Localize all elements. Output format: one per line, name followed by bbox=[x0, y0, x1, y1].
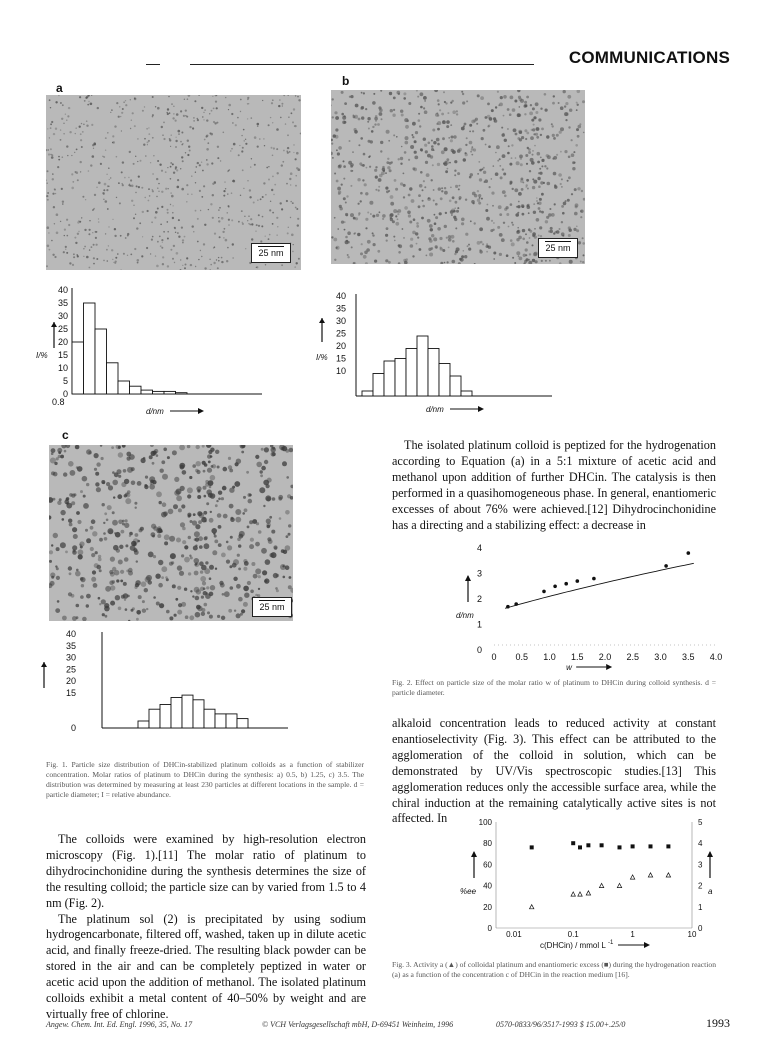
ee-point bbox=[586, 843, 590, 847]
x-tick-label: 2.5 bbox=[626, 652, 640, 662]
y-tick-label: 30 bbox=[335, 316, 346, 326]
y2-axis-label: a bbox=[708, 887, 713, 896]
histogram-bar bbox=[72, 342, 84, 394]
left-body-text bbox=[46, 832, 366, 1023]
y-tick-label: 0 bbox=[487, 924, 492, 933]
histogram-a bbox=[32, 282, 272, 414]
histogram-bar bbox=[461, 391, 472, 396]
x-axis-label: d/nm bbox=[146, 407, 164, 414]
x-axis-arrow-head bbox=[478, 406, 484, 412]
section-title: COMMUNICATIONS bbox=[568, 48, 730, 67]
histogram-bar bbox=[204, 709, 215, 728]
histogram-b bbox=[316, 284, 556, 414]
histogram-bar bbox=[215, 714, 226, 728]
x-tick-label: 3.0 bbox=[654, 652, 667, 662]
x-tick-label: 0.5 bbox=[515, 652, 529, 662]
panel-letter-a: a bbox=[56, 81, 63, 95]
y-tick-label: 2 bbox=[476, 594, 482, 604]
right-body-text-2: alkaloid concentration leads to reduced activity at constant enantioselectivity (Fig. 3). This effect can be attributed to the agglomeration of the colloid in solution, which can be demonstrated by UV/Vis spectroscopic studies.[13] This agglomeration reduces only the accessible surface area, while the chiral induction at the remaining catalytically active sites is not affected. In bbox=[392, 716, 716, 826]
y-tick-label: 4 bbox=[476, 543, 482, 553]
page-number: 1993 bbox=[706, 1016, 730, 1030]
data-point bbox=[553, 585, 557, 589]
histogram-bar bbox=[237, 719, 248, 728]
histogram-bar bbox=[164, 391, 176, 394]
y-axis-arrow-head bbox=[41, 662, 47, 667]
y-tick-label: 10 bbox=[57, 363, 68, 373]
x-tick-label: 1 bbox=[630, 930, 635, 939]
histogram-bar bbox=[226, 714, 237, 728]
histogram-c bbox=[32, 624, 292, 734]
y-tick-label: 25 bbox=[335, 328, 346, 339]
y-tick-label: 15 bbox=[65, 687, 76, 698]
y2-tick-label: 2 bbox=[698, 881, 703, 891]
y-tick-label: 30 bbox=[65, 652, 76, 663]
y-tick-label: 40 bbox=[335, 291, 346, 301]
activity-point bbox=[571, 892, 575, 896]
x-tick-label: 0.1 bbox=[567, 930, 579, 939]
histogram-bar bbox=[95, 329, 107, 394]
histogram-bar bbox=[176, 393, 188, 394]
data-point bbox=[506, 605, 510, 609]
y-tick-label: 80 bbox=[483, 839, 492, 849]
panel-letter-c: c bbox=[62, 428, 69, 442]
histogram-bar bbox=[406, 349, 417, 397]
x-tick-label: 2.0 bbox=[598, 652, 612, 662]
data-point bbox=[576, 579, 580, 583]
histogram-bar bbox=[428, 349, 439, 397]
y-axis-arrow-head bbox=[51, 322, 57, 327]
panel-letter-b: b bbox=[342, 74, 350, 88]
activity-point bbox=[666, 873, 670, 877]
ee-point bbox=[666, 844, 670, 848]
y-tick-label: 35 bbox=[335, 303, 346, 314]
header-rule bbox=[190, 64, 534, 65]
histogram-bar bbox=[153, 391, 165, 394]
left-paragraph-2: The platinum sol (2) is precipitated by using sodium hydrogencarbonate, filtered off, washed, taken up in dilute acetic acid, and finally freeze-dried. The resulting black powder can be stored in the air and can be completely peptized in water or acetic acid upon the addition of methanol. The isolated platinum colloids exhibit a metal content of 40–50% by weight and are virtually free of chlorine. bbox=[46, 911, 366, 1021]
y-tick-label: 60 bbox=[483, 860, 492, 870]
scale-bar-b: 25 nm bbox=[538, 238, 578, 258]
y2-tick-label: 0 bbox=[698, 924, 703, 933]
fig3-caption: Fig. 3. Activity a (▲) of colloidal platinum and enantiomeric excess (■) during the hydrogenation reaction (a) as a function of the concentration c of DHCin in the reaction medium [16]. bbox=[392, 960, 716, 979]
histogram-bar bbox=[138, 721, 149, 728]
x-axis-arrow-head bbox=[606, 664, 612, 670]
x-tick-label: 0.8 bbox=[52, 397, 65, 407]
micrograph-c bbox=[49, 445, 293, 621]
y-tick-label: 25 bbox=[65, 664, 76, 675]
x-tick-label: 4.0 bbox=[709, 652, 723, 662]
left-paragraph-1: The colloids were examined by high-resolution electron microscopy (Fig. 1).[11] The molar ratio of platinum to dihydrocinchonidine during the synthesis determines the size of the resulting colloid; the particle size can by varied from 1.5 to 4 nm (Fig. 2). bbox=[46, 832, 366, 910]
y-tick-label: 15 bbox=[57, 350, 68, 360]
fig1-caption: Fig. 1. Particle size distribution of DHCin-stabilized platinum colloids as a function of stabilizer concentration. Molar ratios of platinum to DHCin during the synthesis: a) 0.5, b) 1.25, c) 3.5. The distribution was determined by measuring at least 230 particles at different locations in the sample. d = particle diameter; I = relative abundance. bbox=[46, 760, 364, 799]
ee-point bbox=[600, 843, 604, 847]
histogram-bar bbox=[149, 709, 160, 728]
ee-point bbox=[578, 845, 582, 849]
y2-tick-label: 1 bbox=[698, 902, 703, 912]
data-point bbox=[687, 551, 691, 555]
y-tick-label: 40 bbox=[483, 881, 492, 891]
y-tick-label: 5 bbox=[62, 376, 68, 386]
y-axis-label: I/% bbox=[316, 353, 328, 362]
y-tick-label: 1 bbox=[476, 619, 482, 630]
histogram-bar bbox=[439, 364, 450, 397]
y-tick-label: 20 bbox=[65, 676, 76, 686]
data-point bbox=[564, 582, 568, 586]
scale-bar-a: 25 nm bbox=[251, 243, 291, 263]
data-point bbox=[542, 590, 546, 594]
histogram-bar bbox=[384, 361, 395, 396]
footer-journal: Angew. Chem. Int. Ed. Engl. 1996, 35, No. 17 bbox=[46, 1020, 193, 1029]
fig3-chart bbox=[412, 812, 722, 960]
histogram-bar bbox=[193, 700, 204, 728]
fit-curve bbox=[505, 563, 694, 608]
x-tick-label: 3.5 bbox=[682, 652, 695, 662]
y-tick-label: 0 bbox=[476, 645, 482, 655]
histogram-bar bbox=[107, 363, 119, 394]
right-body-text-1: The isolated platinum colloid is peptized for the hydrogenation according to Equation (a) in a 5:1 mixture of acetic acid and methanol upon addition of further DHCin. The catalysis is then performed in a quasihomogeneous phase. In general, enantiomeric excesses of about 76% were achieved.[12] Dihydrocinchonidine has a directing and a stabilizing effect: a decrease in bbox=[392, 438, 716, 532]
ee-point bbox=[631, 844, 635, 848]
activity-point bbox=[530, 905, 534, 909]
x-tick-label: 10 bbox=[687, 930, 697, 939]
histogram-bar bbox=[84, 303, 96, 394]
x-axis-label-superscript: -1 bbox=[608, 940, 614, 946]
y-tick-label: 20 bbox=[57, 337, 68, 347]
fig2-caption: Fig. 2. Effect on particle size of the molar ratio w of platinum to DHCin during colloid synthesis. d = particle diameter. bbox=[392, 678, 716, 697]
y-tick-label: 20 bbox=[483, 902, 492, 912]
y-tick-label: 40 bbox=[57, 285, 68, 295]
x-tick-label: 1.0 bbox=[543, 652, 556, 662]
y-tick-label: 20 bbox=[335, 341, 346, 351]
histogram-bar bbox=[118, 381, 130, 394]
histogram-bar bbox=[373, 374, 384, 397]
histogram-bar bbox=[450, 376, 461, 396]
y-tick-label: 100 bbox=[478, 818, 492, 827]
histogram-bar bbox=[182, 695, 193, 728]
data-point bbox=[514, 602, 518, 606]
activity-point bbox=[648, 873, 652, 877]
y2-tick-label: 4 bbox=[698, 839, 703, 849]
x-axis-arrow-head bbox=[198, 408, 204, 414]
y-axis-arrow-head bbox=[471, 851, 477, 857]
y-tick-label: 30 bbox=[57, 311, 68, 321]
y2-axis-arrow-head bbox=[707, 851, 713, 857]
scale-bar-c: 25 nm bbox=[252, 597, 292, 617]
x-tick-label: 1.5 bbox=[571, 652, 584, 662]
activity-point bbox=[599, 883, 603, 887]
y-axis-arrow-head bbox=[465, 575, 471, 581]
ee-point bbox=[618, 845, 622, 849]
y-tick-label: 25 bbox=[57, 324, 68, 334]
activity-point bbox=[578, 892, 582, 896]
ee-point bbox=[649, 844, 653, 848]
y-axis-label: I/% bbox=[36, 351, 48, 360]
histogram-bar bbox=[362, 391, 373, 396]
y-tick-label: 40 bbox=[65, 629, 76, 639]
micrograph-a bbox=[46, 95, 301, 270]
x-tick-label: 0.01 bbox=[506, 930, 522, 939]
footer-publisher: © VCH Verlagsgesellschaft mbH, D-69451 Weinheim, 1996 bbox=[262, 1020, 454, 1029]
x-axis-arrow-head bbox=[644, 942, 650, 948]
y-axis-arrow-head bbox=[319, 318, 325, 323]
histogram-bar bbox=[395, 359, 406, 397]
y-tick-label: 0 bbox=[62, 389, 68, 399]
ee-point bbox=[530, 845, 534, 849]
y-tick-label: 15 bbox=[335, 353, 346, 364]
y2-tick-label: 3 bbox=[698, 860, 703, 870]
x-tick-label: 0 bbox=[491, 652, 497, 662]
y-axis-label: %ee bbox=[460, 887, 477, 896]
y-tick-label: 0 bbox=[70, 723, 76, 733]
particle-texture bbox=[49, 445, 293, 621]
histogram-bar bbox=[171, 698, 182, 729]
y-tick-label: 35 bbox=[57, 298, 68, 308]
y-axis-label: d/nm bbox=[456, 611, 474, 620]
data-point bbox=[664, 564, 668, 568]
micrograph-b bbox=[331, 90, 585, 264]
fig2-chart bbox=[452, 540, 732, 670]
y-tick-label: 10 bbox=[335, 366, 346, 376]
histogram-bar bbox=[141, 390, 153, 394]
x-axis-label: c(DHCin) / mmol L bbox=[540, 941, 606, 950]
header-rule-left bbox=[146, 64, 160, 65]
activity-point bbox=[630, 875, 634, 879]
y2-tick-label: 5 bbox=[698, 818, 703, 827]
x-axis-label: w bbox=[566, 663, 572, 670]
activity-point bbox=[617, 883, 621, 887]
footer-issn: 0570-0833/96/3517-1993 $ 15.00+.25/0 bbox=[496, 1020, 626, 1029]
x-axis-label: d/nm bbox=[426, 405, 444, 414]
y-tick-label: 35 bbox=[65, 640, 76, 651]
y-tick-label: 3 bbox=[476, 568, 482, 579]
histogram-bar bbox=[417, 336, 428, 396]
data-point bbox=[592, 577, 596, 581]
ee-point bbox=[571, 841, 575, 845]
activity-point bbox=[586, 891, 590, 895]
histogram-bar bbox=[160, 705, 171, 729]
histogram-bar bbox=[130, 386, 142, 394]
